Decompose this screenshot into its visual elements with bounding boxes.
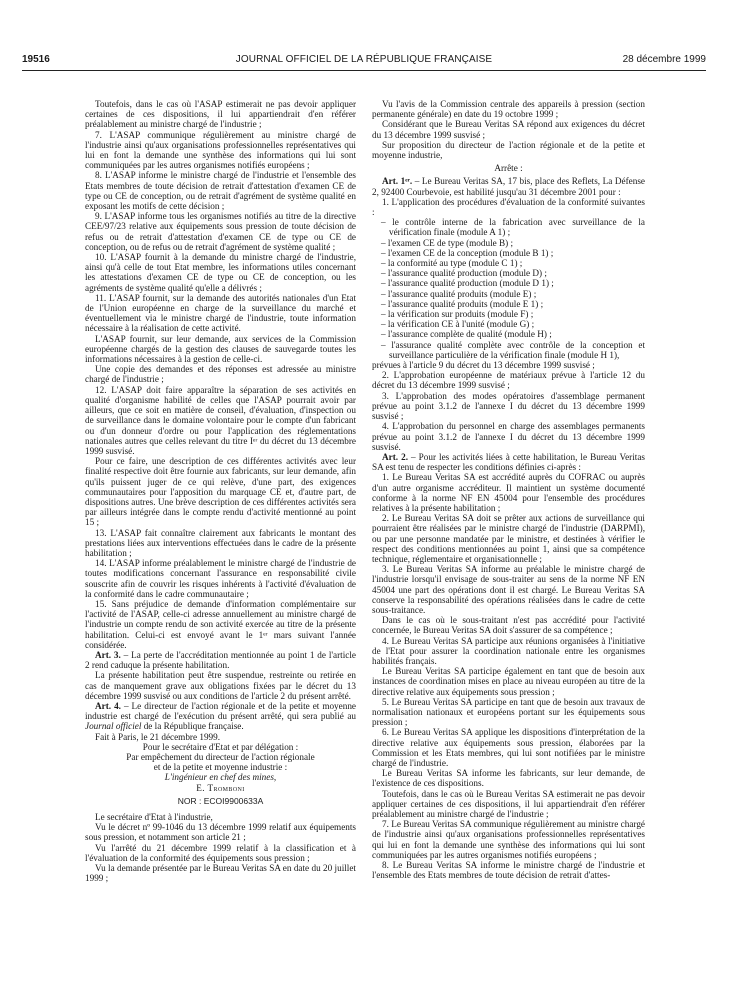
header-rule: [22, 70, 706, 71]
paragraph: Considérant que le Bureau Veritas SA répond aux exigences du décret du 13 décembre 1999 susvisé ;: [372, 119, 645, 140]
module-list: [372, 217, 645, 360]
paragraph: 8. L'ASAP informe le ministre chargé de l'industrie et l'ensemble des Etats membres de toute décision de retrait d'attestation d'examen CE de type ou CE de conception, ou de retrait d'agrément de système qualité en exposant les motifs de cette décision ;: [85, 170, 356, 212]
paragraph: 13. L'ASAP fait connaître clairement aux fabricants le montant des prestations liées aux interventions effectuées dans le cadre de la présente habilitation ;: [85, 527, 356, 558]
paragraph: Dans le cas où le sous-traitant n'est pas accrédité pour l'activité concernée, le Bureau Veritas SA doit s'assurer de sa compétence ;: [372, 615, 645, 636]
paragraph: 4. Le Bureau Veritas SA participe aux réunions organisées à l'initiative de l'Etat pour assurer la coordination nationale entre les organismes habilités français.: [372, 635, 645, 666]
signature-line: Par empêchement du directeur de l'action régionale: [126, 752, 315, 762]
left-column: [85, 99, 356, 979]
article-1: [372, 176, 645, 196]
issue-date: 28 décembre 1999: [622, 54, 706, 65]
signatory: E. Tromboni: [196, 782, 245, 793]
list-item: – l'assurance complète de qualité (module H) ;: [381, 329, 552, 340]
paragraph: 5. Le Bureau Veritas SA participe en tant que de besoin aux travaux de normalisation nationaux et européens portant sur les équipements sous pression ;: [372, 696, 645, 728]
list-item: – l'assurance qualité complète avec contrôle de la conception et surveillance particulière de la vérification finale (module H 1),: [381, 339, 645, 360]
paragraph: Le Bureau Veritas SA informe les fabricants, sur leur demande, de l'existence de ces dispositions.: [372, 768, 645, 789]
list-item: – l'assurance qualité production (module D 1) ;: [381, 278, 554, 289]
signatory-title: L'ingénieur en chef des mines,: [164, 772, 277, 783]
list-item: – l'examen CE de la conception (module B 1) ;: [381, 247, 554, 258]
journal-name: Journal officiel: [85, 721, 142, 732]
journal-title: JOURNAL OFFICIEL DE LA RÉPUBLIQUE FRANÇAISE: [235, 54, 493, 65]
paragraph: Sur proposition du directeur de l'action régionale et de la petite et moyenne industrie,: [372, 139, 645, 161]
article-2: [372, 452, 645, 472]
paragraph: Le Bureau Veritas SA participe également en tant que de besoin aux instances de coordination mises en place au niveau européen au titre de la directive relative aux équipements sous pression ;: [372, 666, 645, 697]
paragraph: 3. L'approbation des modes opératoires d'assemblage permanent prévue au point 3.1.2 de l'annexe I du décret du 13 décembre 1999 susvisé ;: [372, 390, 645, 422]
article-4: [85, 701, 356, 732]
paragraph: Vu l'avis de la Commission centrale des appareils à pression (section permanente générale) en date du 19 octobre 1999 ;: [372, 99, 645, 120]
page-header: [22, 53, 706, 67]
article-label: Art. 4.: [95, 700, 121, 711]
paragraph: Le secrétaire d'Etat à l'industrie,: [95, 812, 213, 823]
paragraph: 2. L'approbation européenne de matériaux prévue à l'article 12 du décret du 13 décembre 1999 susvisé ;: [372, 370, 645, 391]
paragraph: Pour ce faire, une description de ces différentes activités avec leur finalité respective doit être fournie aux fabricants, sur leur demande, afin qu'ils puissent juger de ce qui relève, d'une part, des exigences communautaires pour l'apposition du marquage CE et, d'autre part, de dispositions autres. Une brève description de ces différentes activités sera par ailleurs intégrée dans le compte rendu d'activité mentionné au point 15 ;: [85, 456, 356, 528]
nor-reference: NOR : ECOI9900633A: [177, 795, 264, 806]
signatory-name: [85, 783, 356, 793]
signature-title: [85, 772, 356, 782]
paragraph: 3. Le Bureau Veritas SA informe au préalable le ministre chargé de l'industrie lorsqu'il envisage de sous-traiter au sens de la norme NF EN 45004 une part des opérations dont il est chargé. Le Bureau Veritas SA conserve la responsabilité des opérations réalisées dans le cadre de cette sous-traitance.: [372, 564, 645, 615]
paragraph: Toutefois, dans le cas où le Bureau Veritas SA estimerait ne pas devoir appliquer certaines de ces dispositions, il lui appartiendrait d'en référer préalablement au ministre chargé de l'industrie ;: [372, 788, 645, 820]
article-label: Art. 1ᵉʳ.: [382, 176, 413, 187]
paragraph: Vu la demande présentée par le Bureau Veritas SA en date du 20 juillet 1999 ;: [85, 863, 356, 884]
paragraph: 7. Le Bureau Veritas SA communique régulièrement au ministre chargé de l'industrie ainsi qu'aux organisations professionnelles représentatives qui lui en font la demande une synthèse des informations qui lui sont communiquées par les autres organismes notifiés européens ;: [372, 819, 645, 860]
paragraph: L'ASAP fournit, sur leur demande, aux services de la Commission européenne chargés de la gestion des clauses de sauvegarde toutes les informations nécessaires à la gestion de celle-ci.: [85, 333, 356, 365]
article-text: – Le directeur de l'action régionale et de la petite et moyenne industrie est chargé de l'exécution du présent arrêté, qui sera publié au: [85, 700, 356, 722]
paragraph: 11. L'ASAP fournit, sur la demande des autorités nationales d'un Etat de l'Union européenne en charge de la surveillance du marché et éventuellement via le ministre chargé de l'industrie, toute information nécessaire à la réalisation de cette activité.: [85, 292, 356, 334]
list-item: – la vérification sur produits (module F) ;: [381, 309, 534, 320]
article-3: [85, 650, 356, 670]
article-label: Art. 3.: [95, 649, 121, 660]
done-at: Fait à Paris, le 21 décembre 1999.: [95, 731, 221, 742]
paragraph: 7. L'ASAP communique régulièrement au ministre chargé de l'industrie ainsi qu'aux organisations professionnelles représentatives qui lui en font la demande une synthèse des informations qui lui sont communiquées par les autres organismes notifiés européens ;: [85, 129, 356, 171]
list-item: – l'assurance qualité production (module D) ;: [381, 268, 547, 279]
paragraph: 2. Le Bureau Veritas SA doit se prêter aux actions de surveillance qui pourraient être réalisées par le ministre chargé de l'industrie (DARPMI), ou par une personne mandatée par le ministre, et destinées à vérifier le respect des conditions mentionnées au point 1, ainsi que sa compétence technique, réglementaire et organisationnelle ;: [372, 513, 645, 564]
paragraph: prévues à l'article 9 du décret du 13 décembre 1999 susvisé ;: [372, 360, 595, 371]
list-item: – l'assurance qualité produits (module E 1) ;: [381, 298, 544, 309]
paragraph: 6. Le Bureau Veritas SA applique les dispositions d'interprétation de la directive relative aux équipements sous pression, élaborées par la Commission et les Etats membres, qui lui sont notifiées par le ministre chargé de l'industrie.: [372, 727, 645, 768]
article-text: – Le Bureau Veritas SA, 17 bis, place des Reflets, La Défense 2, 92400 Courbevoie, est habilité jusqu'au 31 décembre 2001 pour :: [372, 176, 645, 197]
list-item: – l'assurance qualité produits (module E) ;: [381, 288, 537, 299]
article-label: Art. 2.: [382, 451, 408, 462]
paragraph: Vu le décret nº 99-1046 du 13 décembre 1999 relatif aux équipements sous pression, et notamment son article 21 ;: [85, 822, 356, 843]
paragraph: 4. L'approbation du personnel en charge des assemblages permanents prévue au point 3.1.2 de l'annexe I du décret du 13 décembre 1999 susvisé.: [372, 421, 645, 452]
paragraph: La présente habilitation peut être suspendue, restreinte ou retirée en cas de manquement grave aux obligations fixées par le décret du 13 décembre 1999 susvisé ou aux conditions de l'article 2 du présent arrêté.: [85, 670, 356, 701]
signature-line: Pour le secrétaire d'Etat et par délégation :: [142, 741, 299, 752]
paragraph: Une copie des demandes et des réponses est adressée au ministre chargé de l'industrie ;: [85, 364, 356, 385]
paragraph: 9. L'ASAP informe tous les organismes notifiés au titre de la directive CEE/97/23 relative aux équipements sous pression de toute décision de refus ou de retrait d'attestation d'examen CE de type ou CE de conception, ou de refus ou de retrait d'agrément de système qualité ;: [85, 211, 356, 252]
signature-line: et de la petite et moyenne industrie :: [153, 762, 288, 773]
paragraph: 10. L'ASAP fournit à la demande du ministre chargé de l'industrie, ainsi qu'à celle de tout Etat membre, les informations utiles concernant les attestations d'examen CE de type ou CE de conception, ou les agréments de système qualité qu'elle a délivrés ;: [85, 252, 356, 293]
paragraph: 12. L'ASAP doit faire apparaître la séparation de ses activités en qualité d'organisme habilité de celles que l'ASAP pourrait avoir par ailleurs, que ce soit en matière de conseil, d'évaluation, d'inspection ou de surveillance dans le domaine volontaire pour le compte d'un fabricant ou d'un donneur d'ordre ou pour l'application des réglementations nationales autres que celles relevant du titre Iᵉʳ du décret du 13 décembre 1999 susvisé.: [85, 384, 356, 456]
list-item: – le contrôle interne de la fabrication avec surveillance de la vérification finale (module A 1) ;: [381, 217, 645, 238]
paragraph: 1. Le Bureau Veritas SA est accrédité auprès du COFRAC ou auprès d'un autre organisme accréditeur. Il maintient un système documenté conforme à la norme NF EN 45004 pour l'ensemble des procédures relatives à la présente habilitation ;: [372, 472, 645, 513]
article-text: de la République française.: [141, 721, 244, 732]
paragraph: 8. Le Bureau Veritas SA informe le ministre chargé de l'industrie et l'ensemble des Etats membres de toute décision de retrait d'attes-: [372, 860, 645, 881]
page-number: 19516: [22, 54, 50, 65]
article-text: – Pour les activités liées à cette habilitation, le Bureau Veritas SA est tenu de respecter les conditions définies ci-après :: [372, 451, 645, 473]
list-item: – la conformité au type (module C 1) ;: [381, 258, 523, 269]
list-item: – la vérification CE à l'unité (module G) ;: [381, 319, 535, 330]
paragraph: 14. L'ASAP informe préalablement le ministre chargé de l'industrie de toutes modifications concernant l'assurance en responsabilité civile souscrite afin de couvrir les risques inhérents à l'activité d'évaluation de la conformité dans le cadre communautaire ;: [85, 558, 356, 599]
paragraph: Vu l'arrêté du 21 décembre 1999 relatif à la classification et à l'évaluation de la conformité des équipements sous pression ;: [85, 842, 356, 863]
paragraph: 1. L'application des procédures d'évaluation de la conformité suivantes :: [372, 196, 645, 218]
article-text: – La perte de l'accréditation mentionnée au point 1 de l'article 2 rend caduque la présente habilitation.: [85, 649, 356, 671]
paragraph: 15. Sans préjudice de demande d'information complémentaire sur l'activité de l'ASAP, celle-ci adresse annuellement au ministre chargé de l'industrie un compte rendu de son activité exercée au titre de la présente habilitation. Celui-ci est envoyé avant le 1ᵉʳ mars suivant l'année considérée.: [85, 598, 356, 650]
decree-heading: Arrête :: [494, 163, 523, 174]
list-item: – l'examen CE de type (module B) ;: [381, 237, 514, 248]
right-column: [372, 99, 645, 979]
paragraph: Toutefois, dans le cas où l'ASAP estimerait ne pas devoir appliquer certaines de ces dispositions, il lui appartiendrait d'en référer préalablement au ministre chargé de l'industrie ;: [85, 99, 356, 130]
